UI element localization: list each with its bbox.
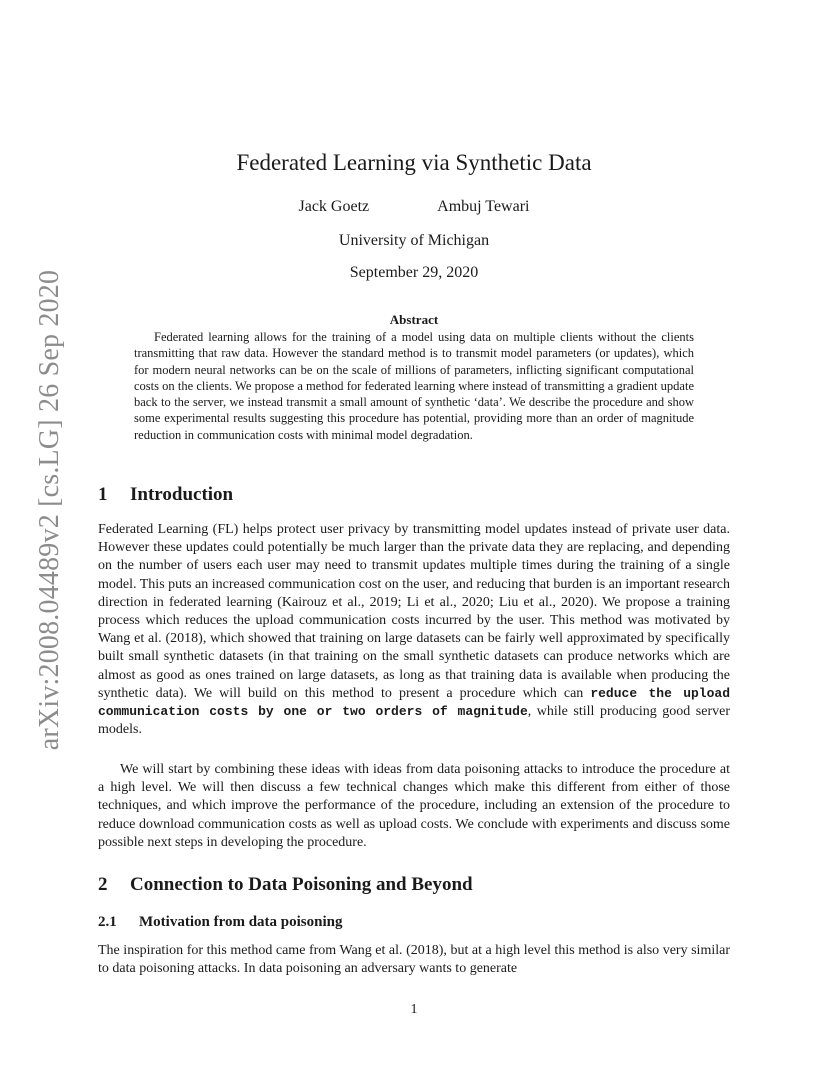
abstract-text: Federated learning allows for the training of a model using data on multiple clients without the clients transmitting that raw data. However the standard method is to transmit model parameters (or updates), which for modern neural networks can be on the scale of millions of parameters, inflicting significant computational costs on the clients. We propose a method for federated learning where instead of transmitting a gradient update back to the server, we instead transmit a small amount of synthetic ‘data’. We describe the procedure and show some experimental results suggesting this procedure has potential, providing more than an order of magnitude reduction in communication costs with minimal model degradation.	[134, 330, 694, 442]
author-name: Jack Goetz	[298, 198, 370, 215]
publication-date: September 29, 2020	[349, 264, 479, 281]
abstract-heading: Abstract	[389, 312, 439, 327]
subsection-number: 2.1	[98, 914, 117, 930]
paper-title: Federated Learning via Synthetic Data	[236, 150, 592, 175]
section-number: 1	[98, 484, 108, 505]
arxiv-identifier-stamp: arXiv:2008.04489v2 [cs.LG] 26 Sep 2020	[34, 269, 65, 751]
emphasized-text: reduce the upload communication costs by one or two orders of magnitude	[98, 685, 730, 720]
section-title: Introduction	[130, 484, 234, 505]
subsection-heading-motivation	[98, 913, 343, 931]
motivation-paragraph: The inspiration for this method came from Wang et al. (2018), but at a high level this method is also very similar to data poisoning attacks. In data poisoning an adversary wants to generate	[98, 943, 730, 977]
subsection-title: Motivation from data poisoning	[139, 914, 343, 930]
section-title: Connection to Data Poisoning and Beyond	[130, 874, 473, 895]
affiliation: University of Michigan	[338, 232, 490, 249]
intro-paragraph-2: We will start by combining these ideas with ideas from data poisoning attacks to introduce the procedure at a high level. We will then discuss a few technical changes which make this different from either of those techniques, and which improve the performance of the procedure, including an extension of the procedure to reduce download communication costs as well as upload costs. We conclude with experiments and discuss some possible next steps in developing the procedure.	[98, 762, 730, 850]
section-heading-data-poisoning	[98, 874, 473, 896]
author-list	[0, 197, 828, 217]
author-name: Ambuj Tewari	[437, 198, 530, 215]
section-heading-introduction	[98, 484, 233, 506]
intro-paragraph-1	[98, 521, 730, 739]
section-number: 2	[98, 874, 108, 895]
paragraph-text: Federated Learning (FL) helps protect user privacy by transmitting model updates instead of private user data. However these updates could potentially be much larger than the private data they are replacing, and depending on the number of users each user may need to transmit updates multiple times during the training of a single model. This puts an increased communication cost on the user, and reducing that burden is an important research direction in federated learning (Kairouz et al., 2019; Li et al., 2020; Liu et al., 2020). We propose a training process which reduces the upload communication costs incurred by the user. This method was motivated by Wang et al. (2018), which showed that training on large datasets can be fairly well approximated by specifically built small synthetic datasets (in that training on the small synthetic datasets can produce networks which are almost as good as ones trained on large datasets, as long as that training data is available when producing the synthetic data). We will build on this method to present a procedure which can	[98, 522, 730, 701]
page-number: 1	[410, 1002, 418, 1017]
paragraph-text: , while still producing good server models.	[98, 704, 731, 738]
